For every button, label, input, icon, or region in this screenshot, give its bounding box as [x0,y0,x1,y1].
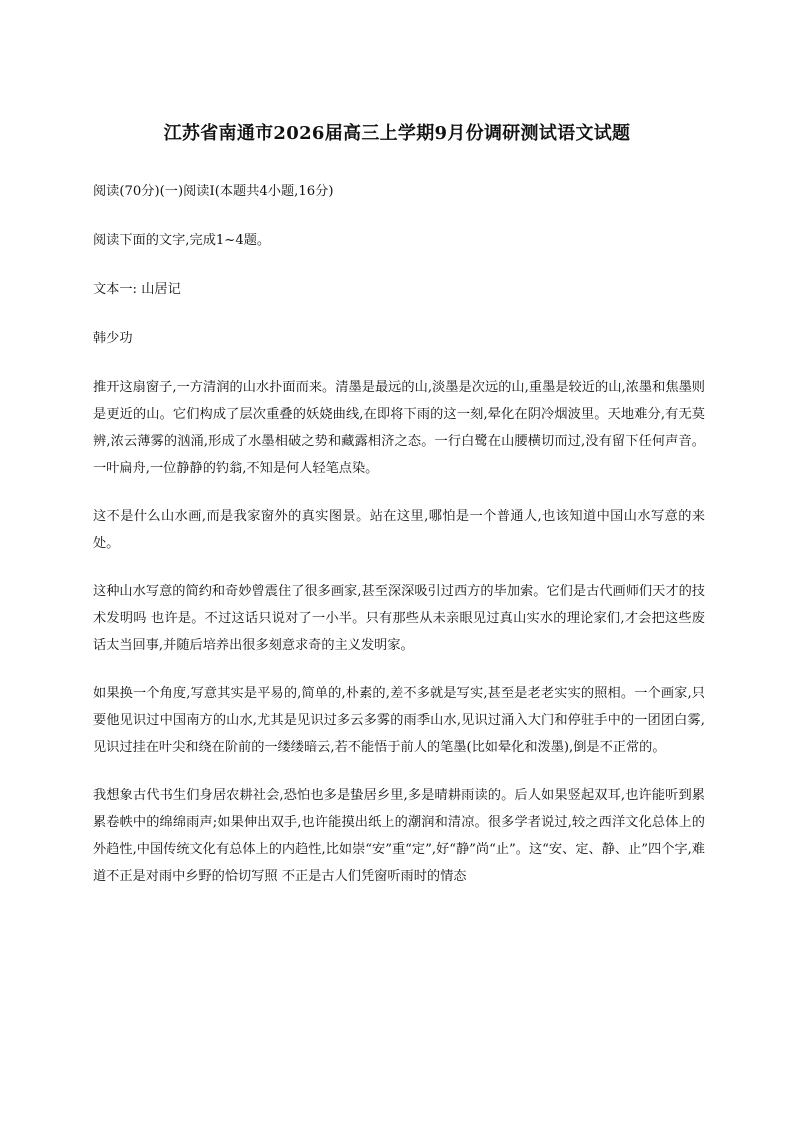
paragraph: 如果换一个角度,写意其实是平易的,简单的,朴素的,差不多就是写实,甚至是老老实实的照相。一个画家,只要他见识过中国南方的山水,尤其是见识过多云多雾的雨季山水,见识过涌入大门和停驻手中的一团团白雾,见识过挂在叶尖和绕在阶前的一缕缕暗云,若不能悟于前人的笔墨(比如晕化和泼墨),倒是不正常的。 [93,686,705,755]
paragraph: 这种山水写意的简约和奇妙曾震住了很多画家,甚至深深吸引过西方的毕加索。它们是古代画师们天才的技术发明吗 也许是。不过这话只说对了一小半。只有那些从未亲眼见过真山实水的理论家们,才会把这些废话太当回事,并随后培养出很多刻意求奇的主义发明家。 [93,584,705,653]
instruction-text: 阅读下面的文字,完成1~4题。 [93,233,271,248]
paragraph: 推开这扇窗子,一方清润的山水扑面而来。清墨是最远的山,淡墨是次远的山,重墨是较近的山,浓墨和焦墨则是更近的山。它们构成了层次重叠的妖娆曲线,在即将下雨的这一刻,晕化在阴冷烟波里。天地难分,有无莫辨,浓云薄雾的汹涌,形成了水墨相破之势和藏露相济之态。一行白鹭在山腰横切而过,没有留下任何声音。一叶扁舟,一位静静的钓翁,不知是何人轻笔点染。 [93,380,705,476]
text-label: 文本一: 山居记 [93,282,181,297]
document-title: 江苏省南通市2026届高三上学期9月份调研测试语文试题 [163,123,631,144]
document-body [93,178,705,911]
paragraph: 我想象古代书生们身居农耕社会,恐怕也多是蛰居乡里,多是晴耕雨读的。后人如果竖起双耳,也许能听到累累卷帙中的绵绵雨声;如果伸出双手,也许能摸出纸上的潮润和清凉。很多学者说过,较之西洋文化总体上的外趋性,中国传统文化有总体上的内趋性,比如崇“安”重“定”,好“静”尚“止”。这“安、定、静、止”四个字,难道不正是对雨中乡野的恰切写照 不正是古人们凭窗听雨时的情态 [93,788,705,884]
paragraph: 这不是什么山水画,而是我家窗外的真实图景。站在这里,哪怕是一个普通人,也该知道中国山水写意的来处。 [93,509,705,551]
author-name: 韩少功 [93,331,133,346]
section-heading: 阅读(70分)(一)阅读I(本题共4小题,16分) [93,184,334,199]
